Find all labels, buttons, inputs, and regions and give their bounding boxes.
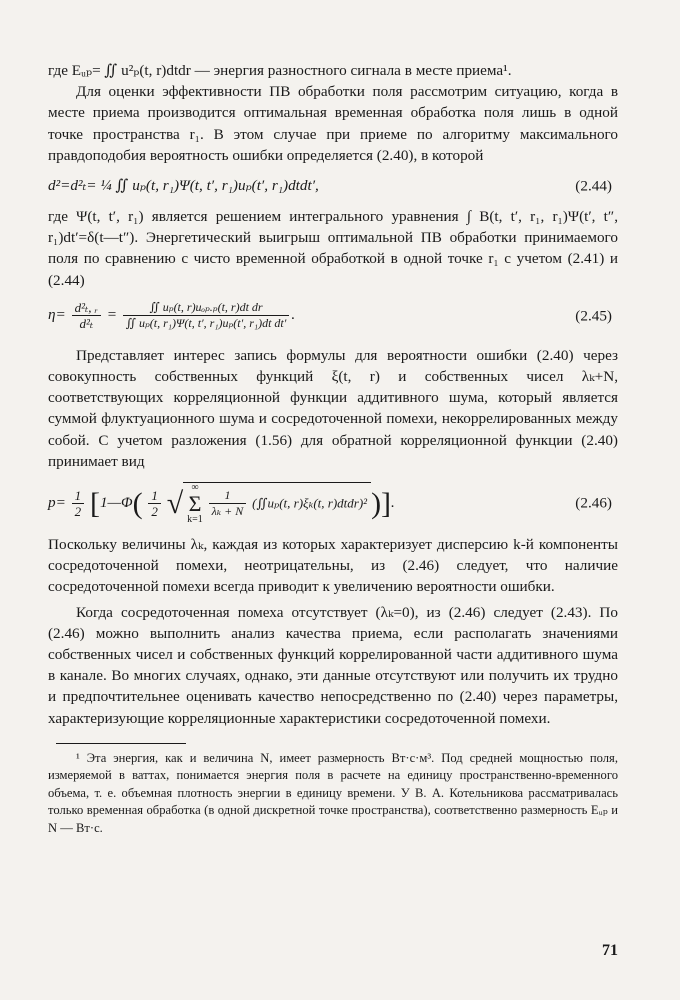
paragraph-2: Для оценки эффективности ПВ обработки поля рассмотрим ситуацию, когда в месте приема производится оптимальная временная обработка поля лишь в одной точке пространства r₁. В этом случае при приеме по алгоритму максимального правдоподобия вероятность ошибки определяется (2.40), в которой (48, 83, 618, 164)
footnote: ¹ Эта энергия, как и величина N, имеет размерность Вт·с·м³. Под средней мощностью поля, измеряемой в ваттах, понимается энергия поля в расчете на единицу пространственно-временного объема, т. е. объемная плотность энергии в единицу времени. У В. А. Котельникова рассматривалась только временная обработка (в одной дискретной точке пространства), соответственно размерность Eᵤₚ и N — Вт·с. (48, 750, 618, 835)
page-number: 71 (602, 942, 618, 959)
paragraph-4: Представляет интерес запись формулы для вероятности ошибки (2.40) через совокупность собственных функций ξ(t, r) и собственных чисел λₖ+N, соответствующих корреляционной функции аддитивного шума, который является суммой флуктуационного шума и сосредоточенной помехи, некоррелированных между собой. С учетом разложения (1.56) для обратной корреляционной функции (2.40) принимает вид (48, 346, 618, 470)
equation-2-45-lhs: η= (48, 306, 66, 324)
paragraph-3: где Ψ(t, t′, r₁) является решением интегрального уравнения ∫ B(t, t′, r₁, r₁)Ψ(t′, t″, r₁)dt′=δ(t—t″). Энергетический выигрыш оптимальной ПВ обработки принимаемого поля по сравнению с чисто временной обработкой в одной точке r₁ с учетом (2.41) и (2.44) (48, 208, 618, 289)
equation-2-45: η= $\frac{\text{d²ₜ, ᵣ}}{\text{d²ₜ}}$ = $\frac{\text{∬ uₚ(t, r)uₒₚ.ₚ(t, r)dt dr}}{\text{∬ uₚ(t, r₁)Ψ(t, t′, r₁)uₚ(t′, r₁)dt dt′}}$ . (2.45) (48, 300, 612, 332)
equation-2-45-fraction-2: $\frac{\text{∬ uₚ(t, r)uₒₚ.ₚ(t, r)dt dr}}{\text{∬ uₚ(t, r₁)Ψ(t, t′, r₁)uₚ(t′, r₁)dt dt′}}$ (123, 300, 290, 331)
equation-2-44 (48, 166, 618, 206)
equation-2-46-number: (2.46) (575, 494, 612, 512)
sum-sign: ∞ Σ k=1 (187, 481, 203, 525)
equation-2-44-body: d²=d²ₜ= ¼ ∬ uₚ(t, r₁)Ψ(t, t′, r₁)uₚ(t′, r₁)dtdt′, (48, 177, 319, 195)
footnote-divider (56, 743, 186, 744)
paragraph-5: Поскольку величины λₖ, каждая из которых характеризует дисперсию k-й компоненты сосредоточенной помехи, неотрицательны, из (2.46) следует, что наличие сосредоточенной помехи всегда приводит к увеличению вероятности ошибки. (48, 536, 618, 596)
equation-2-44-number: (2.44) (575, 177, 612, 195)
sqrt-sign: √ (166, 486, 184, 520)
equation-2-45-number: (2.45) (575, 307, 612, 325)
page-body (48, 60, 618, 837)
sqrt-body: ∞ Σ k=1 $\frac{1}{\text{λₖ + N}}$ (∬uₚ(t, r)ξₖ(t, r)dtdr)² (183, 482, 371, 525)
equation-2-46: p= $\frac{1}{2}$ [1—Φ( $\frac{1}{2}$ √ ∞ Σ k=1 $\frac{1}{\text{λₖ + N}}$ (∬uₚ(t, r)ξₖ(t, r)dtdr)² )]. (2.46) (48, 481, 612, 525)
paragraph-6: Когда сосредоточенная помеха отсутствует (λₖ=0), из (2.46) следует (2.43). По (2.46) можно выполнить анализ качества приема, если располагать значениями собственных чисел и собственных функций коррелированной части аддитивного шума в канале. Во многих случаях, однако, эти данные отсутствуют или получить их трудно и предпочтительнее оценивать качество непосредственно по (2.40) через параметры, характеризующие корреляционные характеристики сосредоточенной помехи. (48, 603, 618, 727)
equation-2-45-fraction-1: $\frac{\text{d²ₜ, ᵣ}}{\text{d²ₜ}}$ (72, 300, 101, 331)
paragraph-1: где Eᵤₚ= ∬ u²ₚ(t, r)dtdr — энергия разностного сигнала в месте приема¹. (48, 62, 512, 79)
